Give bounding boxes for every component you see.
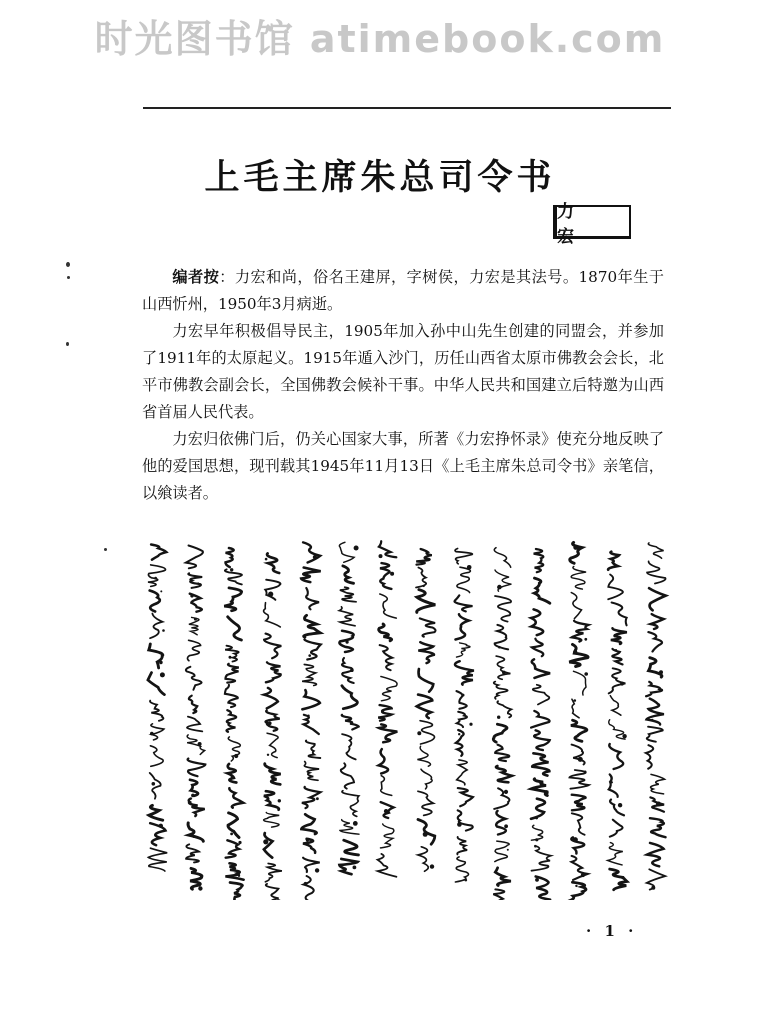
brush-dot <box>584 672 588 676</box>
brush-stroke <box>457 712 467 727</box>
brush-stroke <box>304 715 319 734</box>
brush-stroke <box>418 820 435 845</box>
brush-stroke <box>342 734 356 759</box>
brush-stroke <box>225 548 233 567</box>
brush-stroke <box>227 710 237 732</box>
brush-stroke <box>417 695 433 719</box>
brush-stroke <box>608 552 619 570</box>
brush-dot <box>573 650 577 654</box>
brush-dot <box>497 716 500 719</box>
brush-dot <box>268 592 273 597</box>
brush-stroke <box>416 568 426 588</box>
brush-stroke <box>341 763 354 788</box>
brush-stroke <box>416 549 432 565</box>
brush-dot <box>160 590 162 592</box>
editor-note-paragraph-2: 力宏早年积极倡导民主，1905年加入孙中山先生创建的同盟会，并参加了1911年的太原起义。1915年遁入沙门，历任山西省太原市佛教会会长，北平市佛教会副会长，全国佛教会候补干事。中华人民共和国建立后特邀为山西省首届人民代表。 <box>142 322 664 421</box>
brush-stroke <box>420 618 436 636</box>
brush-dot <box>659 670 663 674</box>
handwritten-column <box>378 541 398 877</box>
brush-stroke <box>150 614 162 639</box>
scan-speck <box>66 262 70 267</box>
brush-stroke <box>226 840 239 857</box>
brush-stroke <box>531 609 543 635</box>
brush-stroke <box>265 580 280 600</box>
brush-stroke <box>649 588 666 610</box>
brush-stroke <box>609 668 626 693</box>
brush-dot <box>263 839 268 844</box>
brush-stroke <box>609 744 623 769</box>
brush-dot <box>278 799 281 802</box>
brush-dot <box>535 817 538 820</box>
brush-stroke <box>457 567 471 592</box>
brush-stroke <box>381 824 394 848</box>
brush-stroke <box>187 717 202 732</box>
brush-stroke <box>150 591 160 612</box>
brush-stroke <box>455 549 472 564</box>
handwritten-column <box>646 543 666 890</box>
brush-stroke <box>186 546 203 569</box>
brush-dot <box>230 568 233 571</box>
handwritten-column <box>224 547 243 900</box>
brush-stroke <box>647 843 664 866</box>
brush-dot <box>458 733 460 735</box>
brush-stroke <box>418 791 433 815</box>
brush-stroke <box>266 662 281 682</box>
brush-stroke <box>571 567 586 590</box>
brush-stroke <box>532 846 551 871</box>
brush-stroke <box>306 588 319 609</box>
brush-dot <box>304 882 308 886</box>
brush-stroke <box>342 791 359 817</box>
brush-stroke <box>225 646 239 662</box>
brush-stroke <box>571 720 587 741</box>
handwritten-column <box>416 549 435 871</box>
brush-stroke <box>264 833 273 858</box>
brush-stroke <box>306 741 320 759</box>
brush-stroke <box>264 688 278 709</box>
brush-dot <box>423 585 425 587</box>
brush-stroke <box>534 730 550 750</box>
brush-stroke <box>342 715 359 730</box>
brush-dot <box>651 886 655 890</box>
brush-stroke <box>266 884 279 900</box>
brush-stroke <box>343 566 354 583</box>
brush-stroke <box>265 864 282 882</box>
brush-stroke <box>149 805 163 820</box>
brush-dot <box>231 775 234 778</box>
brush-dot <box>618 803 622 807</box>
brush-dot <box>535 838 538 841</box>
brush-dot <box>622 734 626 738</box>
brush-stroke <box>304 876 314 900</box>
brush-dot <box>267 754 269 756</box>
brush-dot <box>574 699 577 702</box>
brush-stroke <box>572 699 579 718</box>
brush-dot <box>575 885 577 887</box>
brush-dot <box>152 782 156 786</box>
brush-stroke <box>228 617 242 640</box>
brush-dot <box>656 802 661 807</box>
brush-stroke <box>150 773 161 799</box>
author-box: 力 宏 <box>553 205 631 239</box>
brush-stroke <box>264 791 279 810</box>
handwritten-column <box>455 549 474 883</box>
brush-dot <box>417 731 421 735</box>
brush-dot <box>584 771 587 774</box>
editor-note <box>142 264 664 507</box>
brush-dot <box>573 837 578 842</box>
brush-stroke <box>420 721 434 744</box>
brush-stroke <box>189 617 199 634</box>
brush-stroke <box>647 561 666 583</box>
brush-stroke <box>421 769 432 789</box>
brush-stroke <box>569 770 589 789</box>
brush-dot <box>238 875 240 877</box>
brush-stroke <box>303 542 320 562</box>
brush-dot <box>194 618 197 621</box>
brush-stroke <box>495 625 508 650</box>
brush-dot <box>234 754 238 758</box>
brush-stroke <box>650 818 666 837</box>
handwritten-column <box>263 553 282 900</box>
brush-dot <box>265 558 268 561</box>
brush-stroke <box>150 823 165 845</box>
brush-stroke <box>230 883 242 901</box>
brush-stroke <box>229 788 243 808</box>
brush-stroke <box>611 628 627 644</box>
brush-dot <box>160 672 165 677</box>
brush-stroke <box>648 543 663 558</box>
brush-dot <box>354 546 359 551</box>
brush-dot <box>651 719 654 722</box>
brush-dot <box>504 824 508 828</box>
brush-dot <box>534 845 537 848</box>
brush-dot <box>159 824 163 828</box>
brush-stroke <box>651 614 664 629</box>
brush-stroke <box>531 825 542 840</box>
brush-dot <box>150 732 154 736</box>
brush-stroke <box>496 811 506 835</box>
brush-stroke <box>151 545 166 560</box>
brush-stroke <box>646 745 653 769</box>
brush-stroke <box>457 643 470 657</box>
brush-dot <box>584 638 587 641</box>
brush-dot <box>198 742 202 746</box>
handwritten-column <box>186 546 206 891</box>
brush-stroke <box>649 658 662 677</box>
watermark: 时光图书馆 atimebook.com <box>94 17 666 61</box>
brush-stroke <box>572 745 585 765</box>
brush-stroke <box>532 753 549 775</box>
brush-dot <box>198 886 202 890</box>
brush-dot <box>469 723 472 726</box>
brush-stroke <box>303 839 315 853</box>
brush-stroke <box>455 595 473 611</box>
brush-stroke <box>419 669 434 692</box>
brush-stroke <box>651 774 665 794</box>
brush-dot <box>504 790 508 794</box>
brush-stroke <box>339 542 354 562</box>
brush-stroke <box>494 548 510 568</box>
brush-stroke <box>225 863 243 879</box>
brush-stroke <box>609 774 618 797</box>
brush-dot <box>498 646 501 649</box>
brush-dot <box>194 709 197 712</box>
brush-stroke <box>339 607 355 626</box>
brush-stroke <box>186 667 202 690</box>
brush-dot <box>162 629 165 632</box>
brush-stroke <box>267 553 279 573</box>
brush-stroke <box>418 642 434 663</box>
brush-dot <box>497 585 502 590</box>
brush-stroke <box>225 569 242 584</box>
brush-dot <box>313 555 317 559</box>
brush-dot <box>305 574 309 578</box>
brush-stroke <box>228 737 240 761</box>
brush-stroke <box>381 776 392 796</box>
handwritten-column <box>493 548 512 900</box>
brush-stroke <box>189 799 205 817</box>
brush-stroke <box>264 813 280 828</box>
brush-stroke <box>570 882 586 900</box>
brush-dot <box>346 641 349 644</box>
brush-stroke <box>456 614 469 639</box>
brush-dot <box>190 594 193 597</box>
brush-stroke <box>228 813 239 838</box>
handwritten-column <box>339 542 359 874</box>
brush-stroke <box>150 746 163 767</box>
editor-note-lead: 编者按 <box>172 268 220 286</box>
brush-dot <box>573 545 578 550</box>
brush-stroke <box>458 810 473 830</box>
brush-dot <box>197 582 199 584</box>
brush-stroke <box>302 690 320 709</box>
brush-dot <box>507 849 509 851</box>
brush-stroke <box>378 854 397 877</box>
brush-dot <box>308 654 311 657</box>
brush-dot <box>578 757 583 762</box>
brush-stroke <box>571 593 581 619</box>
brush-stroke <box>610 800 624 816</box>
editor-note-paragraph-3: 力宏归依佛门后，仍关心国家大事，所著《力宏挣怀录》使充分地反映了他的爱国思想，现刊载其1945年11月13日《上毛主席朱总司令书》亲笔信，以飨读者。 <box>142 430 664 502</box>
brush-stroke <box>493 889 504 900</box>
brush-stroke <box>379 749 388 773</box>
brush-stroke <box>417 590 436 613</box>
brush-stroke <box>458 788 473 806</box>
brush-stroke <box>455 661 474 685</box>
brush-dot <box>462 694 465 697</box>
page-number: · 1 · <box>586 922 638 940</box>
brush-dot <box>611 781 613 783</box>
brush-stroke <box>380 594 397 618</box>
brush-stroke <box>496 656 510 679</box>
brush-stroke <box>534 578 549 603</box>
handwritten-column <box>608 552 627 890</box>
brush-dot <box>154 577 157 580</box>
brush-stroke <box>148 848 167 871</box>
brush-dot <box>353 866 357 870</box>
brush-stroke <box>149 644 163 668</box>
brush-stroke <box>301 814 316 834</box>
brush-stroke <box>457 691 467 709</box>
scan-speck <box>66 342 69 346</box>
brush-dot <box>465 879 468 882</box>
brush-stroke <box>495 745 509 761</box>
brush-dot <box>306 838 309 841</box>
brush-stroke <box>224 588 241 611</box>
brush-dot <box>229 656 232 659</box>
brush-stroke <box>264 634 281 659</box>
brush-stroke <box>304 762 319 781</box>
brush-stroke <box>610 869 627 890</box>
brush-stroke <box>302 665 316 686</box>
brush-stroke <box>264 603 281 627</box>
brush-stroke <box>344 840 359 855</box>
scan-speck <box>104 548 107 551</box>
brush-dot <box>615 649 617 651</box>
brush-dot <box>315 868 319 872</box>
brush-stroke <box>612 649 622 665</box>
brush-stroke <box>534 549 544 572</box>
brush-stroke <box>531 711 549 728</box>
brush-stroke <box>457 837 467 854</box>
brush-dot <box>353 821 358 826</box>
brush-stroke <box>494 682 508 699</box>
brush-stroke <box>531 799 545 819</box>
handwritten-column <box>569 542 589 900</box>
brush-stroke <box>610 696 621 716</box>
handwritten-letter-image <box>118 530 678 900</box>
brush-dot <box>535 878 539 882</box>
brush-stroke <box>228 764 237 783</box>
brush-stroke <box>646 682 662 696</box>
brush-stroke <box>188 759 206 777</box>
brush-dot <box>430 864 434 868</box>
brush-stroke <box>417 746 430 766</box>
scan-speck <box>67 276 70 279</box>
brush-dot <box>581 873 585 877</box>
handwritten-column <box>148 545 167 872</box>
brush-stroke <box>532 639 543 657</box>
brush-stroke <box>612 603 627 626</box>
brush-dot <box>620 682 624 686</box>
brush-dot <box>384 809 388 813</box>
header-rule <box>143 107 671 109</box>
page-title: 上毛主席朱总司令书 <box>204 157 556 198</box>
brush-stroke <box>190 868 202 889</box>
brush-stroke <box>265 764 281 785</box>
brush-stroke <box>608 575 623 600</box>
brush-stroke <box>379 624 392 641</box>
brush-stroke <box>304 615 321 637</box>
brush-stroke <box>647 699 664 725</box>
brush-stroke <box>532 659 550 678</box>
brush-dot <box>230 547 232 549</box>
brush-stroke <box>457 760 467 785</box>
brush-stroke <box>186 844 199 862</box>
brush-stroke <box>648 632 662 651</box>
brush-dot <box>159 661 163 665</box>
brush-dot <box>621 876 624 879</box>
brush-stroke <box>495 868 511 886</box>
brush-dot <box>307 715 309 717</box>
brush-stroke <box>188 573 202 588</box>
brush-dot <box>238 841 241 844</box>
brush-stroke <box>455 857 468 882</box>
brush-dot <box>544 790 548 794</box>
brush-dot <box>350 668 354 672</box>
brush-stroke <box>148 565 166 587</box>
brush-dot <box>390 572 394 576</box>
brush-dot <box>193 836 195 838</box>
brush-stroke <box>608 843 623 865</box>
handwritten-column <box>531 549 551 900</box>
brush-stroke <box>190 780 198 796</box>
brush-dot <box>502 671 506 675</box>
brush-stroke <box>379 724 397 742</box>
brush-stroke <box>340 587 356 602</box>
brush-dot <box>316 797 319 800</box>
editor-note-paragraph-1: 编者按：力宏和尚，俗名王建屏，字树侯，力宏是其法号。1870年生于山西忻州，1950年3月病逝。 <box>142 268 664 313</box>
brush-dot <box>379 554 383 558</box>
brush-stroke <box>496 766 512 782</box>
brush-stroke <box>225 685 238 707</box>
brush-stroke <box>378 705 392 721</box>
brush-dot <box>423 832 428 837</box>
brush-stroke <box>569 644 588 666</box>
brush-stroke <box>304 640 320 660</box>
brush-stroke <box>572 795 586 811</box>
brush-stroke <box>497 701 511 717</box>
brush-stroke <box>150 701 163 721</box>
brush-stroke <box>187 735 205 755</box>
brush-stroke <box>187 640 200 660</box>
brush-stroke <box>418 847 428 871</box>
brush-stroke <box>151 724 164 740</box>
brush-dot <box>268 722 272 726</box>
brush-stroke <box>342 686 357 709</box>
brush-stroke <box>495 596 511 622</box>
brush-stroke <box>572 813 585 835</box>
brush-stroke <box>188 823 203 841</box>
brush-stroke <box>266 711 280 731</box>
brush-stroke <box>380 645 392 670</box>
brush-stroke <box>381 677 397 701</box>
brush-stroke <box>495 841 509 862</box>
brush-stroke <box>301 568 321 583</box>
brush-stroke <box>225 664 238 683</box>
brush-stroke <box>574 671 587 695</box>
brush-stroke <box>647 869 666 889</box>
brush-stroke <box>572 856 588 880</box>
brush-dot <box>457 822 462 827</box>
brush-stroke <box>380 563 391 589</box>
brush-dot <box>230 833 233 836</box>
brush-stroke <box>610 820 623 837</box>
brush-stroke <box>533 685 549 705</box>
brush-stroke <box>493 724 507 742</box>
brush-dot <box>191 794 195 798</box>
brush-dot <box>467 565 472 570</box>
handwritten-column <box>301 542 321 900</box>
brush-stroke <box>647 727 663 742</box>
